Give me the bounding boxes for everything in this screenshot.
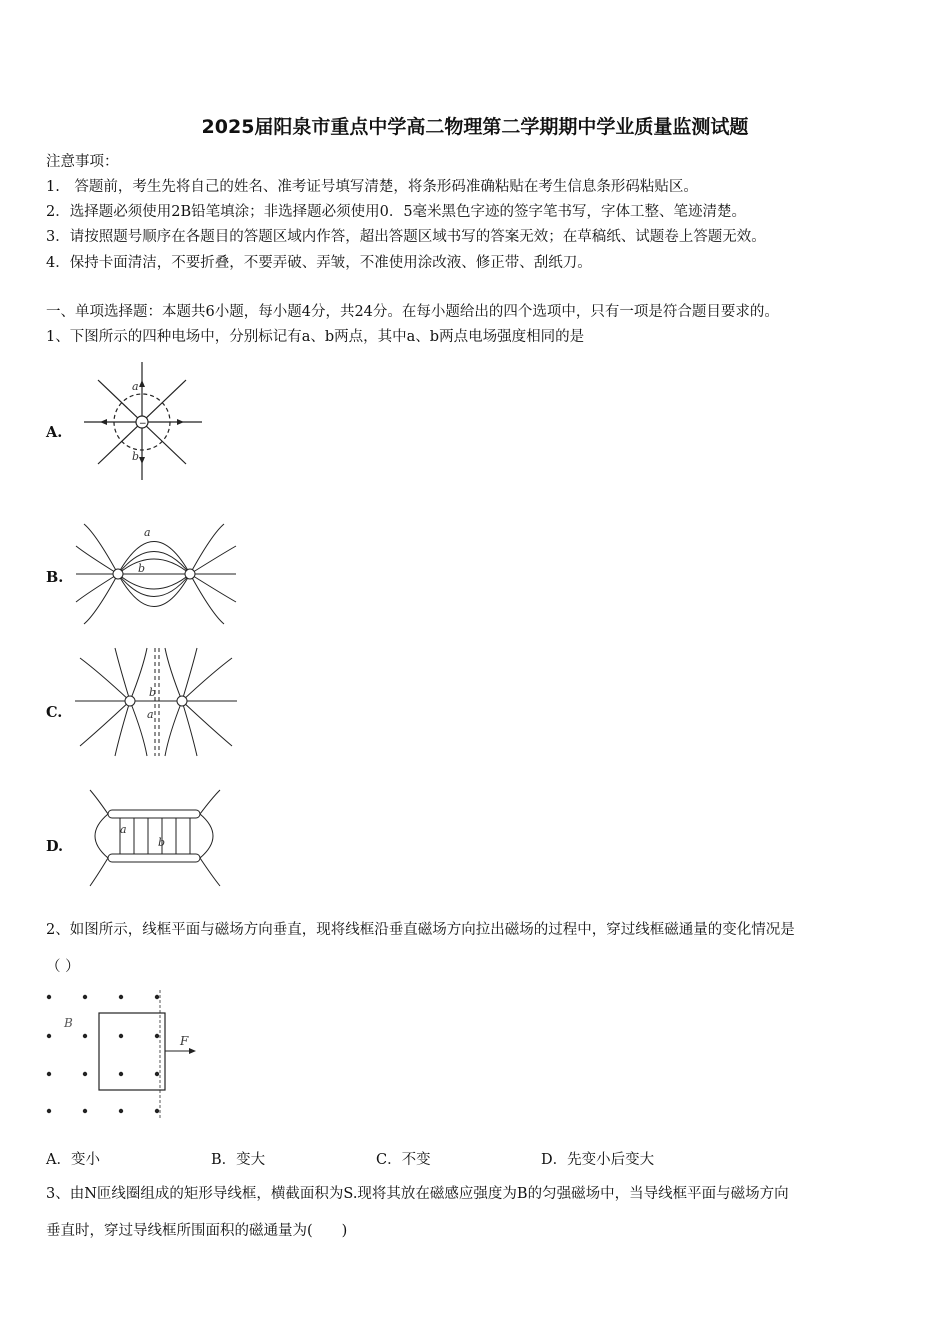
q1-option-d-label: D. [46, 838, 64, 855]
q1-figure-b [76, 524, 236, 624]
notice-item-1: 1. 答题前，考生先将自己的姓名、准考证号填写清楚，将条形码准确粘贴在考生信息条形码粘贴区。 [46, 179, 698, 195]
q1-option-c-label: C. [46, 704, 63, 721]
point-b-label: b [149, 686, 157, 699]
q1-option-a-label: A. [46, 424, 63, 441]
q3-stem-line1: 3、由N匝线圈组成的矩形导线框，横截面积为S.现将其放在磁感应强度为B的匀强磁场中，当导线框平面与磁场方向 [46, 1186, 789, 1202]
q1-option-b-label: B. [46, 569, 64, 586]
point-a-label: a [147, 708, 154, 721]
q2-option-a: A．变小 [46, 1152, 100, 1168]
page-title: 2025届阳泉市重点中学高二物理第二学期期中学业质量监测试题 [201, 116, 749, 138]
field-b-label: B [64, 1016, 73, 1030]
point-a-label: a [132, 380, 139, 393]
notice-item-4: 4．保持卡面清洁，不要折叠，不要弄破、弄皱，不准使用涂改液、修正带、刮纸刀。 [46, 255, 592, 271]
notice-item-2: 2．选择题必须使用2B铅笔填涂；非选择题必须使用0．5毫米黑色字迹的签字笔书写，字体工整、笔迹清楚。 [46, 204, 747, 220]
q1-figure-c [75, 648, 237, 756]
q2-figure [40, 990, 200, 1120]
point-b-label: b [158, 836, 166, 849]
section-heading: 一、单项选择题：本题共6小题，每小题4分，共24分。在每小题给出的四个选项中，只有一项是符合题目要求的。 [46, 304, 779, 320]
q2-option-c: C．不变 [376, 1152, 431, 1168]
q2-stem-line2: （ ） [46, 959, 80, 975]
point-a-label: a [120, 823, 127, 836]
q2-option-d: D．先变小后变大 [541, 1152, 655, 1168]
point-b-label: b [138, 562, 146, 575]
notice-item-3: 3．请按照题号顺序在各题目的答题区域内作答，超出答题区域书写的答案无效；在草稿纸、试题卷上答题无效。 [46, 229, 766, 245]
q1-figure-a [84, 362, 204, 482]
point-a-label: a [144, 526, 151, 539]
q3-stem-line2: 垂直时，穿过导线框所围面积的磁通量为( ) [46, 1223, 348, 1239]
q1-stem: 1、下图所示的四种电场中，分别标记有a、b两点，其中a、b两点电场强度相同的是 [46, 329, 585, 345]
q1-figure-d [82, 788, 232, 888]
force-f-label: F [180, 1034, 189, 1048]
q2-stem-line1: 2、如图所示，线框平面与磁场方向垂直，现将线框沿垂直磁场方向拉出磁场的过程中，穿过线框磁通量的变化情况是 [46, 922, 795, 938]
point-b-label: b [132, 450, 140, 463]
charge-minus: − [139, 419, 147, 429]
q2-option-b: B．变大 [211, 1152, 266, 1168]
notice-heading: 注意事项： [46, 154, 119, 170]
